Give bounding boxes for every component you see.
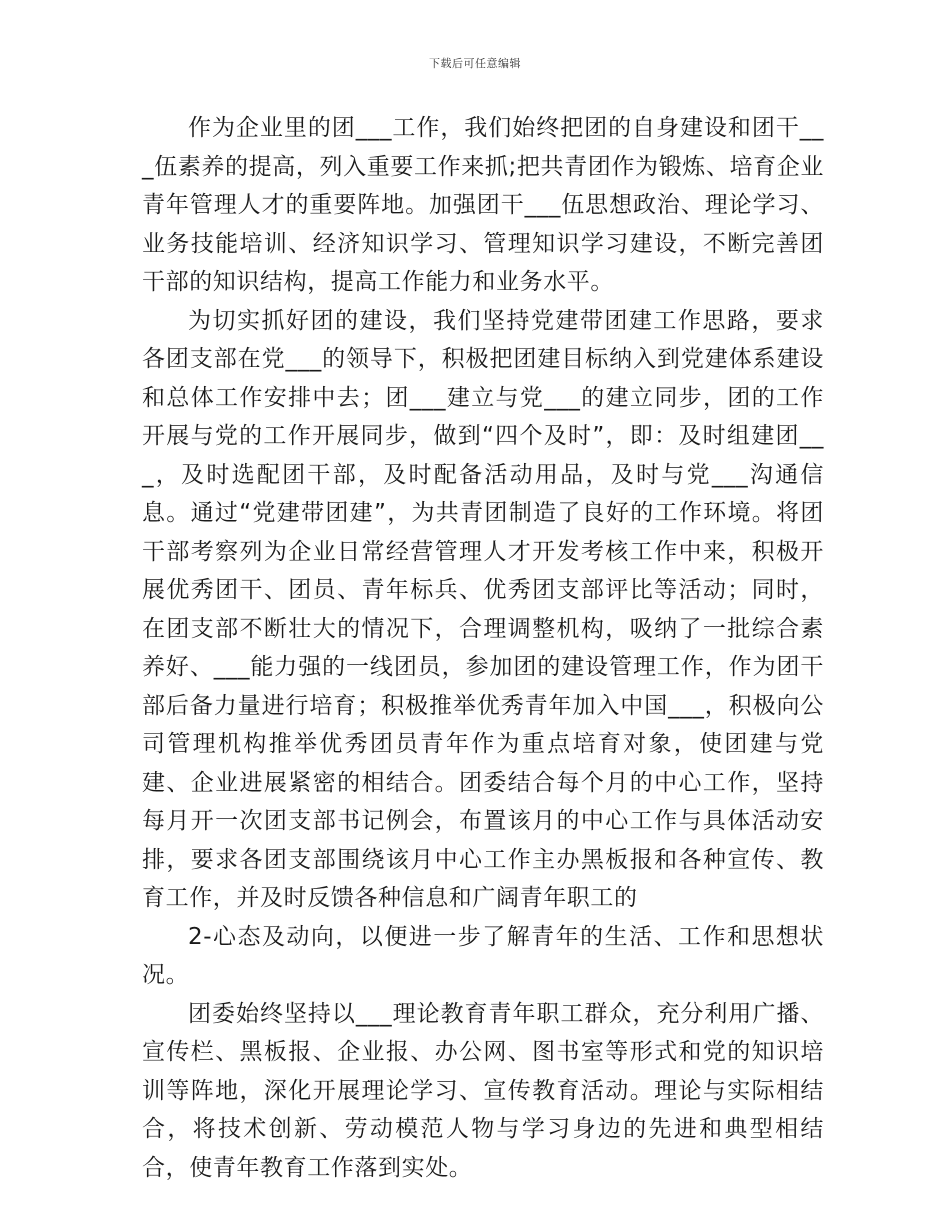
paragraph-party-led-construction: 为切实抓好团的建设，我们坚持党建带团建工作思路，要求各团支部在党___的领导下，积极把团建目标纳入到党建体系建设和总体工作安排中去；团___建立与党___的建立同步，团的工作开展与党的工作开展同步，做到“四个及时”，即：及时组建团___，及时选配团干部，及时配备活动用品，及时与党___沟通信息。通过“党建带团建”，为共青团制造了良好的工作环境。将团干部考察列为企业日常经营管理人才开发考核工作中来，积极开展优秀团干、团员、青年标兵、优秀团支部评比等活动；同时，在团支部不断壮大的情况下，合理调整机构，吸纳了一批综合素养好、___能力强的一线团员，参加团的建设管理工作，作为团干部后备力量进行培育；积极推举优秀青年加入中国___，积极向公司管理机构推举优秀团员青年作为重点培育对象，使团建与党建、企业进展紧密的相结合。团委结合每个月的中心工作，坚持每月开一次团支部书记例会，布置该月的中心工作与具体活动安排，要求各团支部围绕该月中心工作主办黑板报和各种宣传、教育工作，并及时反馈各种信息和广阔青年职工的	[142, 307, 824, 911]
document-body	[142, 109, 824, 1187]
paragraph-continuation: 2-心态及动向，以便进一步了解青年的生活、工作和思想状况。	[142, 923, 824, 988]
header-note: 下载后可任意编辑	[429, 57, 521, 70]
paragraph-theory-education: 团委始终坚持以___理论教育青年职工群众，充分利用广播、宣传栏、黑板报、企业报、办公网、图书室等形式和党的知识培训等阵地，深化开展理论学习、宣传教育活动。理论与实际相结合，将技术创新、劳动模范人物与学习身边的先进和典型相结合，使青年教育工作落到实处。	[142, 1000, 824, 1181]
paragraph-team-building: 作为企业里的团___工作，我们始终把团的自身建设和团干___伍素养的提高，列入重要工作来抓;把共青团作为锻炼、培育企业青年管理人才的重要阵地。加强团干___伍思想政治、理论学习、业务技能培训、经济知识学习、管理知识学习建设，不断完善团干部的知识结构，提高工作能力和业务水平。	[142, 115, 824, 295]
